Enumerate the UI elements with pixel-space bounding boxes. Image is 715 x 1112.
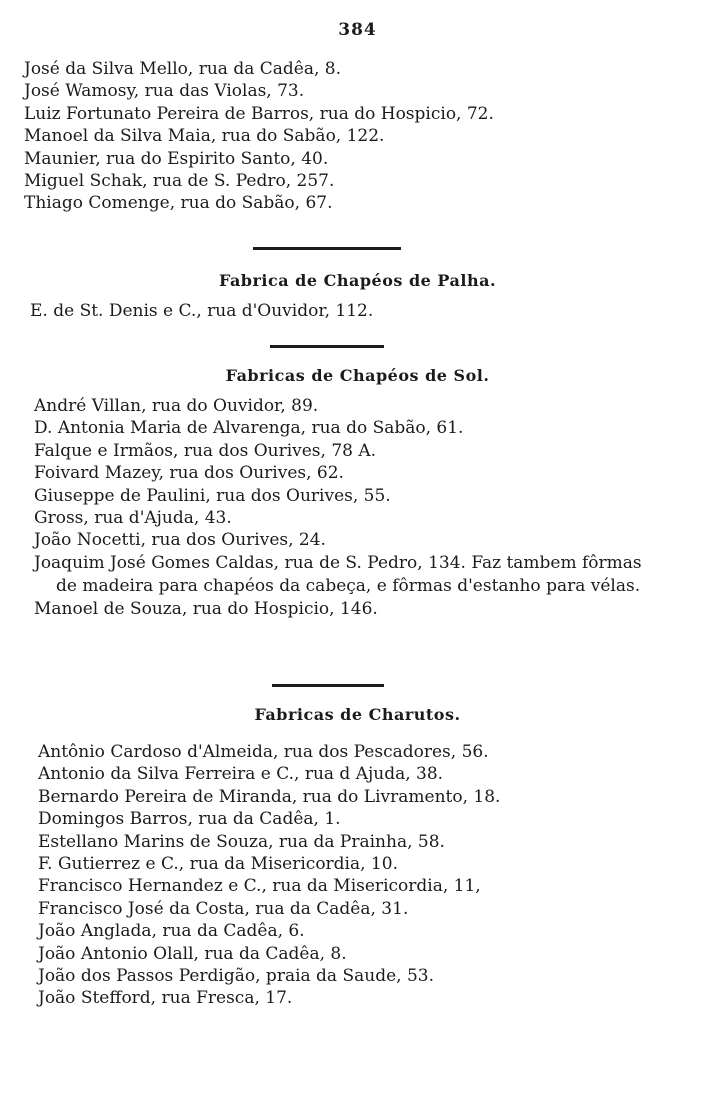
entry-list-umbrellas [34, 395, 715, 620]
list-item: João Antonio Olall, rua da Cadêa, 8. [38, 943, 347, 964]
entry-list-cigars [38, 741, 715, 1010]
list-item: Manoel da Silva Maia, rua do Sabão, 122. [24, 126, 385, 147]
list-item: Thiago Comenge, rua do Sabão, 67. [24, 193, 333, 214]
list-item: Giuseppe de Paulini, rua dos Ourives, 55. [34, 485, 391, 506]
list-item: João dos Passos Perdigão, praia da Saude, 53. [38, 966, 434, 987]
page-number: 384 [338, 20, 377, 40]
list-item: Bernardo Pereira de Miranda, rua do Livramento, 18. [38, 786, 501, 807]
section-heading: Fabrica de Chapéos de Palha. [218, 271, 497, 290]
list-item: Joaquim José Gomes Caldas, rua de S. Pedro, 134. Faz tambem fôrmas de madeira para chapéos da cabeça, e fôrmas d'estanho para vélas. [34, 552, 642, 596]
list-item: Maunier, rua do Espirito Santo, 40. [24, 148, 329, 169]
list-item: Estellano Marins de Souza, rua da Prainha, 58. [38, 831, 445, 852]
list-item: Luiz Fortunato Pereira de Barros, rua do Hospicio, 72. [24, 103, 494, 124]
list-item: E. de St. Denis e C., rua d'Ouvidor, 112. [30, 301, 374, 321]
section-divider [272, 684, 384, 687]
section-heading: Fabricas de Chapéos de Sol. [225, 366, 490, 385]
list-item: Manoel de Souza, rua do Hospicio, 146. [34, 598, 378, 619]
list-item: Domingos Barros, rua da Cadêa, 1. [38, 809, 341, 830]
section-divider [253, 247, 401, 250]
list-item: José da Silva Mello, rua da Cadêa, 8. [24, 59, 341, 79]
list-item: Antônio Cardoso d'Almeida, rua dos Pescadores, 56. [38, 742, 489, 762]
list-item: Gross, rua d'Ajuda, 43. [34, 508, 232, 529]
list-item: André Villan, rua do Ouvidor, 89. [34, 396, 319, 416]
entry-list-straw-hats [30, 300, 715, 322]
list-item: F. Gutierrez e C., rua da Misericordia, 10. [38, 854, 398, 875]
list-item: Falque e Irmãos, rua dos Ourives, 78 A. [34, 440, 377, 461]
entry-list-continued [24, 58, 715, 215]
list-item: Francisco José da Costa, rua da Cadêa, 31. [38, 898, 409, 919]
section-heading: Fabricas de Charutos. [254, 705, 461, 724]
list-item: João Anglada, rua da Cadêa, 6. [38, 921, 305, 942]
list-item: Antonio da Silva Ferreira e C., rua d Ajuda, 38. [38, 764, 444, 785]
list-item: Foivard Mazey, rua dos Ourives, 62. [34, 463, 344, 484]
list-item: João Nocetti, rua dos Ourives, 24. [34, 530, 326, 551]
list-item: João Stefford, rua Fresca, 17. [38, 988, 293, 1009]
list-item: Francisco Hernandez e C., rua da Misericordia, 11, [38, 876, 481, 897]
list-item: D. Antonia Maria de Alvarenga, rua do Sabão, 61. [34, 418, 464, 439]
list-item: Miguel Schak, rua de S. Pedro, 257. [24, 171, 335, 192]
section-divider [270, 345, 384, 348]
list-item: José Wamosy, rua das Violas, 73. [24, 81, 305, 102]
